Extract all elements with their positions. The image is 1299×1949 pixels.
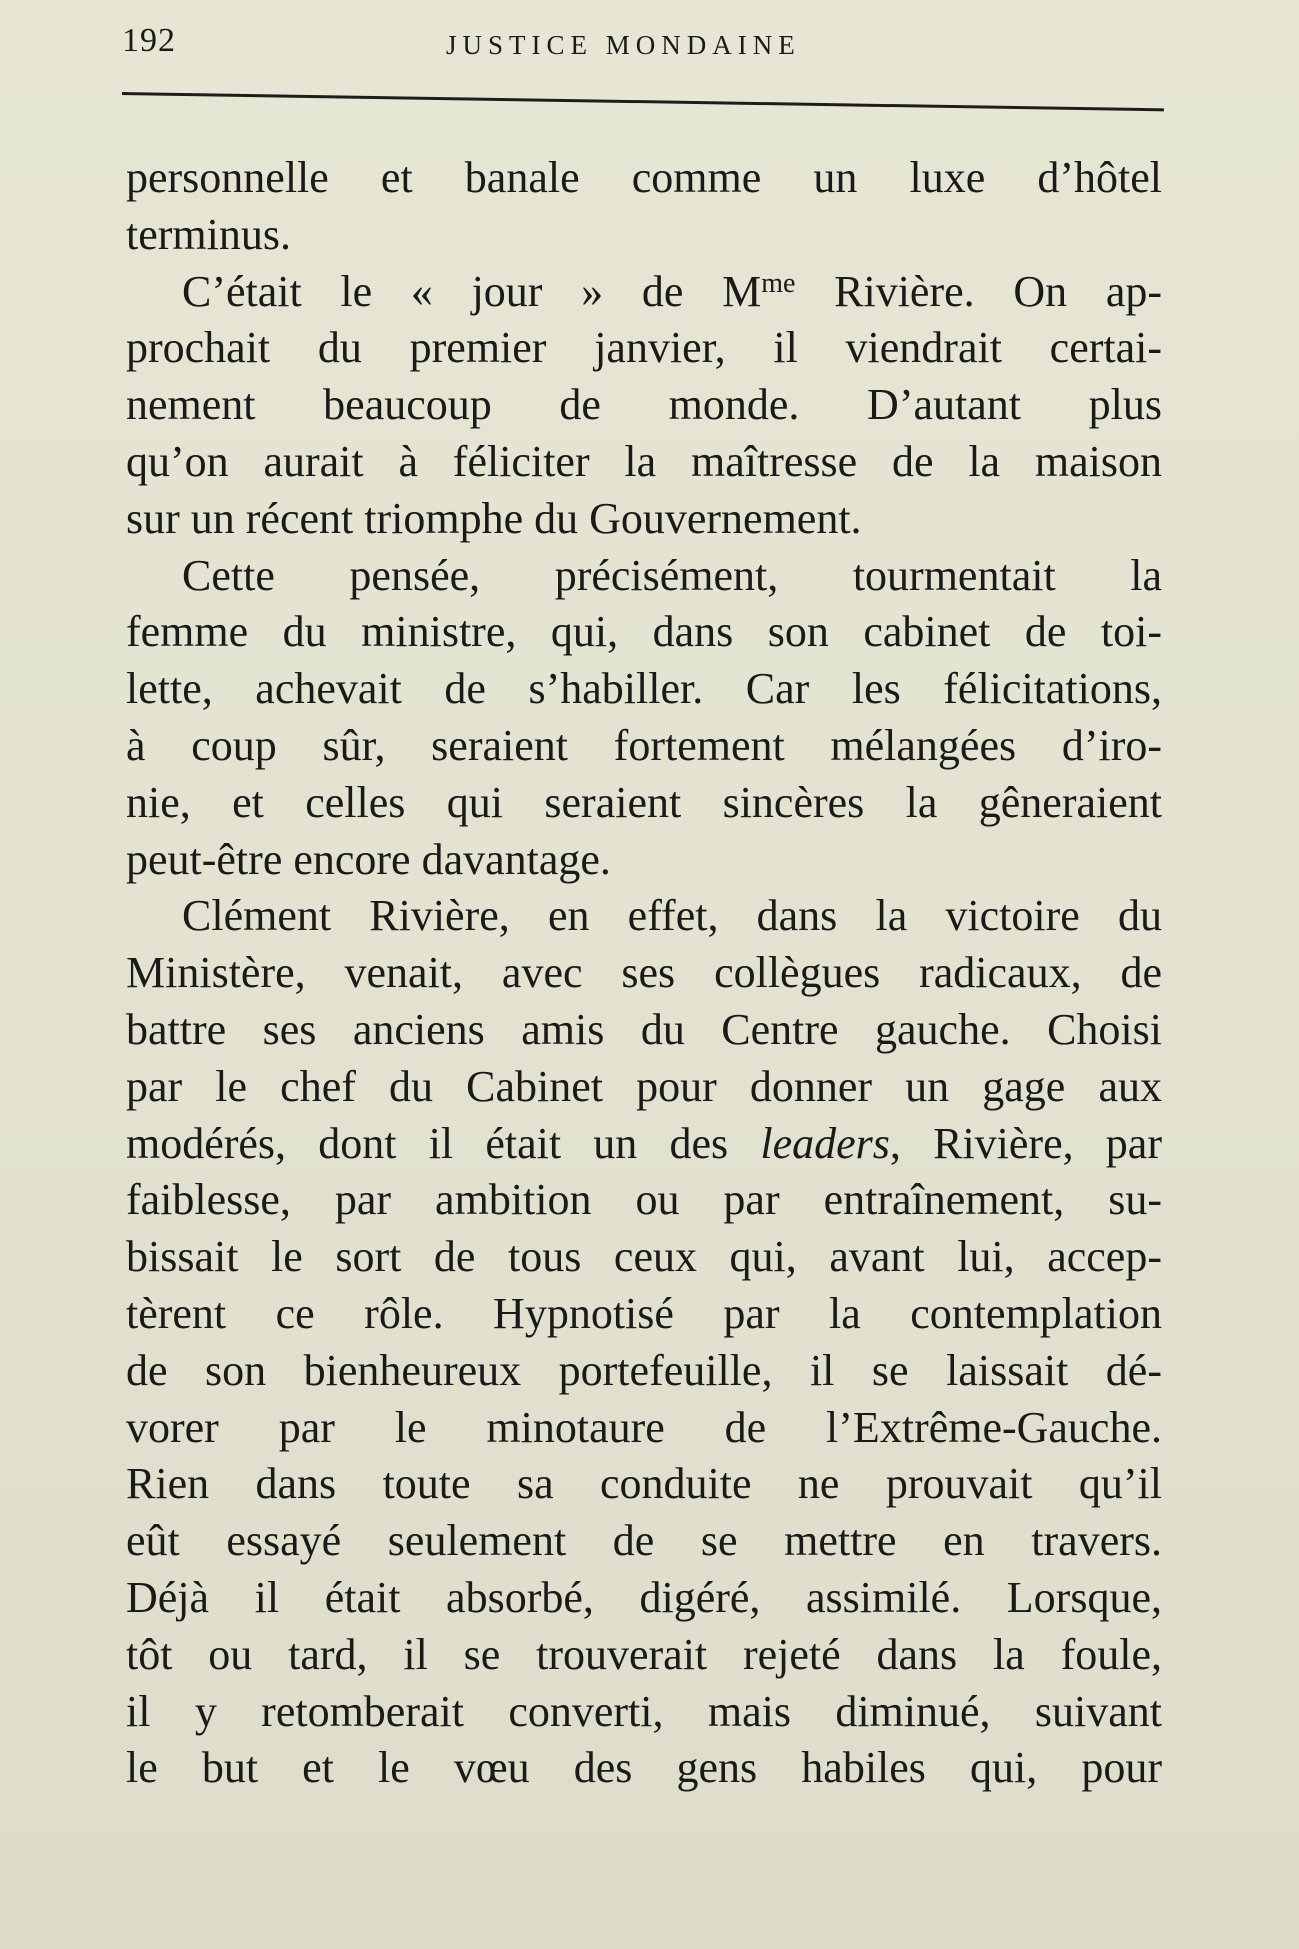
text-line: qu’on aurait à féliciter la maîtresse de la maison [126, 436, 1162, 486]
body-text [126, 150, 1162, 1797]
text-line: peut-être encore davantage. [126, 834, 611, 884]
text-line: Clément Rivière, en effet, dans la victoire du [182, 891, 1162, 941]
text-line: personnelle et banale comme un luxe d’hôtel [126, 153, 1162, 202]
text-line: vorer par le minotaure de l’Extrême-Gauche. [126, 1402, 1162, 1452]
text-line [126, 1116, 1162, 1173]
text-line: faiblesse, par ambition ou par entraînement, su- [126, 1175, 1162, 1225]
page-number: 192 [122, 22, 176, 59]
text-line: de son bienheureux portefeuille, il se laissait dé- [126, 1345, 1162, 1395]
text-fragment: , Rivière, par [889, 1118, 1162, 1168]
text-line: Déjà il était absorbé, digéré, assimilé. Lorsque, [126, 1572, 1162, 1622]
italic-word: leaders [760, 1118, 890, 1168]
text-line: eût essayé seulement de se mettre en travers. [126, 1516, 1162, 1566]
text-line: battre ses anciens amis du Centre gauche. Choisi [126, 1004, 1162, 1054]
text-line: tôt ou tard, il se trouverait rejeté dans la foule, [126, 1629, 1162, 1679]
text-line: prochait du premier janvier, il viendrait certai- [126, 323, 1162, 373]
text-line: terminus. [126, 209, 291, 259]
text-line: Ministère, venait, avec ses collègues radicaux, de [126, 948, 1162, 998]
text-line: par le chef du Cabinet pour donner un gage aux [126, 1061, 1162, 1111]
text-line: sur un récent triomphe du Gouvernement. [126, 493, 862, 543]
text-line: à coup sûr, seraient fortement mélangées d’iro- [126, 720, 1162, 770]
text-line: nement beaucoup de monde. D’autant plus [126, 380, 1162, 430]
text-line: nie, et celles qui seraient sincères la gêneraient [126, 777, 1162, 827]
text-line: bissait le sort de tous ceux qui, avant lui, accep- [126, 1232, 1162, 1282]
superscript-abbreviation: me [761, 267, 796, 299]
text-line [126, 264, 1162, 321]
text-line: femme du ministre, qui, dans son cabinet de toi- [126, 607, 1162, 657]
text-line: Cette pensée, précisément, tourmentait la [182, 550, 1162, 600]
text-fragment: Rivière. On ap- [795, 266, 1163, 316]
text-line: le but et le vœu des gens habiles qui, pour [126, 1743, 1162, 1793]
text-line: tèrent ce rôle. Hypnotisé par la contemplation [126, 1288, 1162, 1338]
text-line: Rien dans toute sa conduite ne prouvait qu’il [126, 1459, 1162, 1509]
text-line: lette, achevait de s’habiller. Car les félicitations, [126, 664, 1162, 714]
text-line: il y retomberait converti, mais diminué, suivant [126, 1686, 1162, 1736]
header-rule [122, 92, 1164, 111]
text-fragment: modérés, dont il était un des [126, 1118, 761, 1168]
text-fragment: C’était le « jour » de M [182, 266, 762, 316]
running-head: JUSTICE MONDAINE [446, 30, 801, 60]
